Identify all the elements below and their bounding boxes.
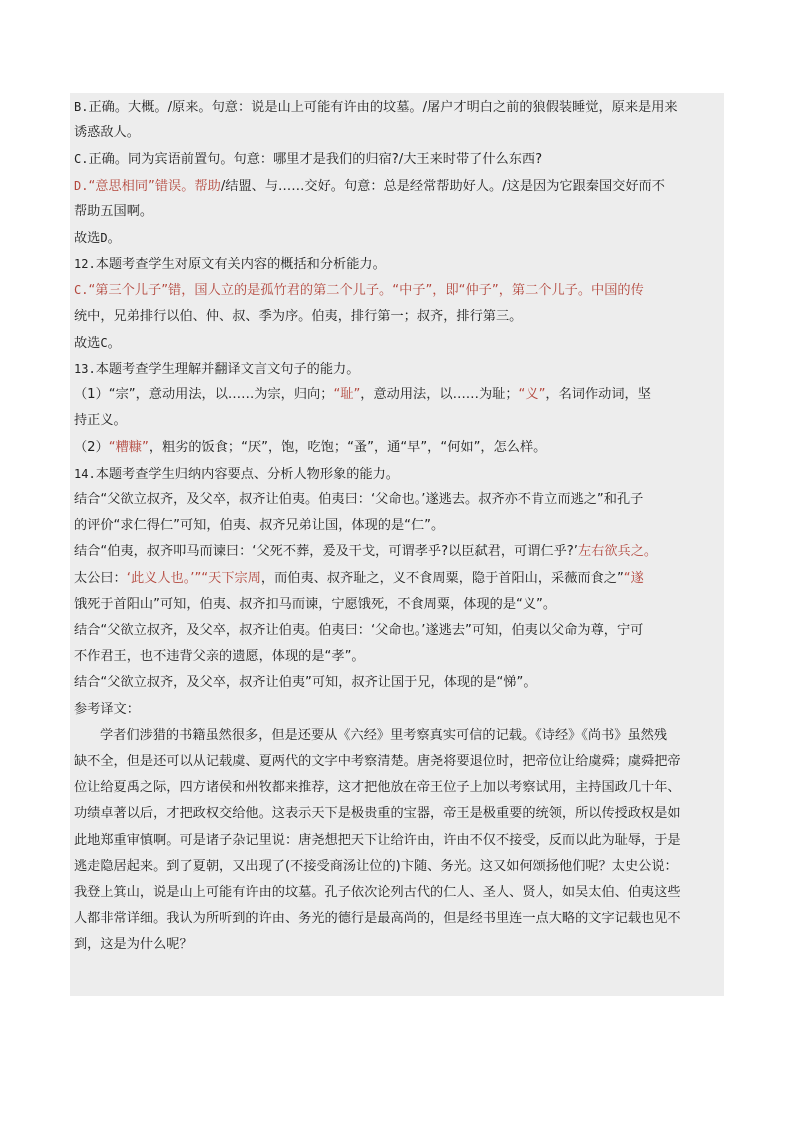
text-segment: ，名词作动词，坚 bbox=[545, 387, 651, 403]
text-line bbox=[74, 201, 724, 223]
text-line bbox=[74, 489, 724, 511]
text-line bbox=[74, 672, 724, 694]
text-segment: 缺不全，但是还可以从记载虞、夏两代的文字中考察清楚。唐尧将要退位时，把帝位让给虞舜；虞舜把帝 bbox=[74, 754, 681, 769]
text-line bbox=[74, 515, 724, 537]
text-segment: C bbox=[100, 335, 108, 350]
text-segment: 逃走隐居起来。到了夏朝，又出现了(不接受商汤让位的)卞随、务光。这又如何颂扬他们呢？太史公说： bbox=[74, 858, 678, 874]
text-line bbox=[74, 148, 724, 170]
text-segment: ，意动用法，以……为耻； bbox=[360, 387, 519, 403]
text-line bbox=[74, 803, 724, 825]
text-segment: “第三个儿子”错，国人立的是孤竹君的第二个儿子。“中子”，即“仲子”，第二个儿子。中国的传 bbox=[88, 283, 644, 299]
text-segment: 本题考查学生理解并翻译文言文句子的能力。 bbox=[95, 362, 360, 377]
text-segment: 结合“父欲立叔齐，及父卒，叔齐让伯夷。伯夷曰：‘父命也。’遂逃去”可知，伯夷以父命为尊，宁可 bbox=[74, 623, 644, 638]
text-line bbox=[74, 410, 724, 432]
text-line bbox=[74, 463, 724, 485]
text-segment: 太公曰： bbox=[74, 570, 127, 586]
text-line bbox=[74, 306, 724, 328]
text-segment: 12. bbox=[74, 257, 96, 272]
text-segment: “义” bbox=[518, 387, 546, 403]
text-segment: “耻” bbox=[333, 387, 361, 403]
text-segment: 帮助五国啊。 bbox=[74, 203, 154, 219]
text-segment: “糟糠” bbox=[108, 439, 149, 455]
text-segment: 功绩卓著以后，才把政权交给他。这表示天下是极贵重的宝器，帝王是极重要的统领，所以传授政权是如 bbox=[74, 806, 681, 822]
text-line bbox=[74, 699, 724, 721]
text-line bbox=[74, 96, 724, 118]
text-segment: 结合“伯夷，叔齐叩马而谏曰：‘父死不葬，爰及干戈，可谓孝乎?以臣弑君，可谓仁乎?’ bbox=[74, 544, 578, 560]
text-segment: D bbox=[100, 231, 108, 245]
text-line bbox=[74, 437, 724, 459]
text-segment: ，粗劣的饭食；“厌”，饱，吃饱；“蚤”，通“早”，“何如”，怎么样。 bbox=[148, 439, 547, 455]
text-segment: 故选 bbox=[74, 335, 101, 351]
text-segment: C. bbox=[74, 152, 89, 167]
text-segment: 统中，兄弟排行以伯、仲、叔、季为序。伯夷，排行第一；叔齐，排行第三。 bbox=[74, 308, 523, 324]
text-line bbox=[74, 122, 724, 144]
text-line bbox=[74, 908, 724, 930]
text-segment: 到，这是为什么呢？ bbox=[74, 937, 193, 953]
text-line bbox=[74, 175, 724, 197]
text-line bbox=[74, 253, 724, 275]
text-segment: 位让给夏禹之际，四方诸侯和州牧都来推荐，这才把他放在帝王位子上加以考察试用，主持国政几十年、 bbox=[74, 780, 681, 796]
text-segment: “遂 bbox=[623, 570, 644, 586]
text-segment: B. bbox=[74, 100, 89, 114]
text-segment: 本题考查学生对原文有关内容的概括和分析能力。 bbox=[95, 257, 386, 273]
text-segment: 本题考查学生归纳内容要点、分析人物形象的能力。 bbox=[95, 466, 399, 482]
text-segment: 结合“父欲立叔齐，及父卒，叔齐让伯夷”可知，叔齐让国于兄，体现的是“悌”。 bbox=[74, 675, 537, 691]
text-segment: 此地郑重审慎啊。可是诸子杂记里说：唐尧想把天下让给许由，许由不仅不接受，反而以此为耻辱，于是 bbox=[74, 832, 681, 848]
text-segment: 饿死于首阳山”可知，伯夷、叔齐扣马而谏，宁愿饿死，不食周粟，体现的是“义”。 bbox=[74, 596, 557, 612]
document-body bbox=[70, 93, 724, 996]
text-segment: ，而伯夷、叔齐耻之，义不食周粟，隐于首阳山，采薇而食之” bbox=[260, 570, 624, 586]
text-segment: 正确。同为宾语前置句。句意：哪里才是我们的归宿?/大王来时带了什么东西? bbox=[88, 152, 543, 168]
text-segment: D. bbox=[74, 178, 89, 193]
text-segment: 。 bbox=[107, 335, 121, 351]
text-line bbox=[74, 594, 724, 616]
text-line bbox=[74, 620, 724, 642]
text-line bbox=[100, 725, 724, 747]
text-line bbox=[74, 279, 724, 301]
text-line bbox=[74, 541, 724, 563]
text-line bbox=[74, 332, 724, 354]
text-segment: 13. bbox=[74, 362, 96, 376]
text-line bbox=[74, 568, 724, 590]
text-segment: “意思相同”错误。帮助 bbox=[88, 178, 221, 194]
text-segment: 。 bbox=[107, 231, 121, 246]
text-segment: （2） bbox=[74, 439, 109, 455]
text-line bbox=[74, 384, 724, 406]
text-line bbox=[74, 934, 724, 956]
text-line bbox=[74, 856, 724, 878]
text-line bbox=[74, 777, 724, 799]
text-segment: 故选 bbox=[74, 231, 101, 246]
text-segment: C. bbox=[74, 283, 89, 298]
text-line bbox=[74, 646, 724, 668]
text-segment: 人都非常详细。我认为所听到的许由、务光的德行是最高尚的，但是经书里连一点大略的文字记载也见不 bbox=[74, 911, 681, 927]
text-segment: 持正义。 bbox=[74, 413, 127, 429]
text-segment: ‘此义人也。’”“天下宗周 bbox=[126, 570, 261, 586]
text-segment: 诱惑敌人。 bbox=[74, 125, 140, 141]
text-segment: 不作君王，也不违背父亲的遗愿，体现的是“孝”。 bbox=[74, 649, 365, 665]
text-line bbox=[74, 358, 724, 380]
text-segment: （1）“宗”，意动用法，以……为宗，归向； bbox=[74, 387, 334, 403]
text-segment: 的评价“求仁得仁”可知，伯夷、叔齐兄弟让国，体现的是“仁”。 bbox=[74, 518, 445, 534]
text-line bbox=[74, 830, 724, 852]
text-line bbox=[74, 882, 724, 904]
text-segment: 左右欲兵之。 bbox=[577, 544, 658, 560]
text-line bbox=[74, 751, 724, 773]
text-segment: /结盟、与……交好。句意：总是经常帮助好人。/这是因为它跟秦国交好而不 bbox=[220, 178, 665, 194]
text-segment: 14. bbox=[74, 466, 96, 481]
text-segment: 正确。大概。/原来。句意：说是山上可能有许由的坟墓。/屠户才明白之前的狼假装睡觉，原来是用来 bbox=[88, 100, 678, 115]
text-segment: 学者们涉猎的书籍虽然很多，但是还要从《六经》里考察真实可信的记载。《诗经》《尚书》虽然残 bbox=[100, 727, 668, 743]
text-segment: 参考译文： bbox=[74, 701, 140, 717]
text-segment: 我登上箕山，说是山上可能有许由的坟墓。孔子依次论列古代的仁人、圣人、贤人，如吴太伯、伯夷这些 bbox=[74, 885, 681, 900]
text-segment: 结合“父欲立叔齐，及父卒，叔齐让伯夷。伯夷曰：‘父命也。’遂逃去。叔齐亦不肯立而逃之”和孔子 bbox=[74, 492, 644, 507]
text-line bbox=[74, 227, 724, 249]
